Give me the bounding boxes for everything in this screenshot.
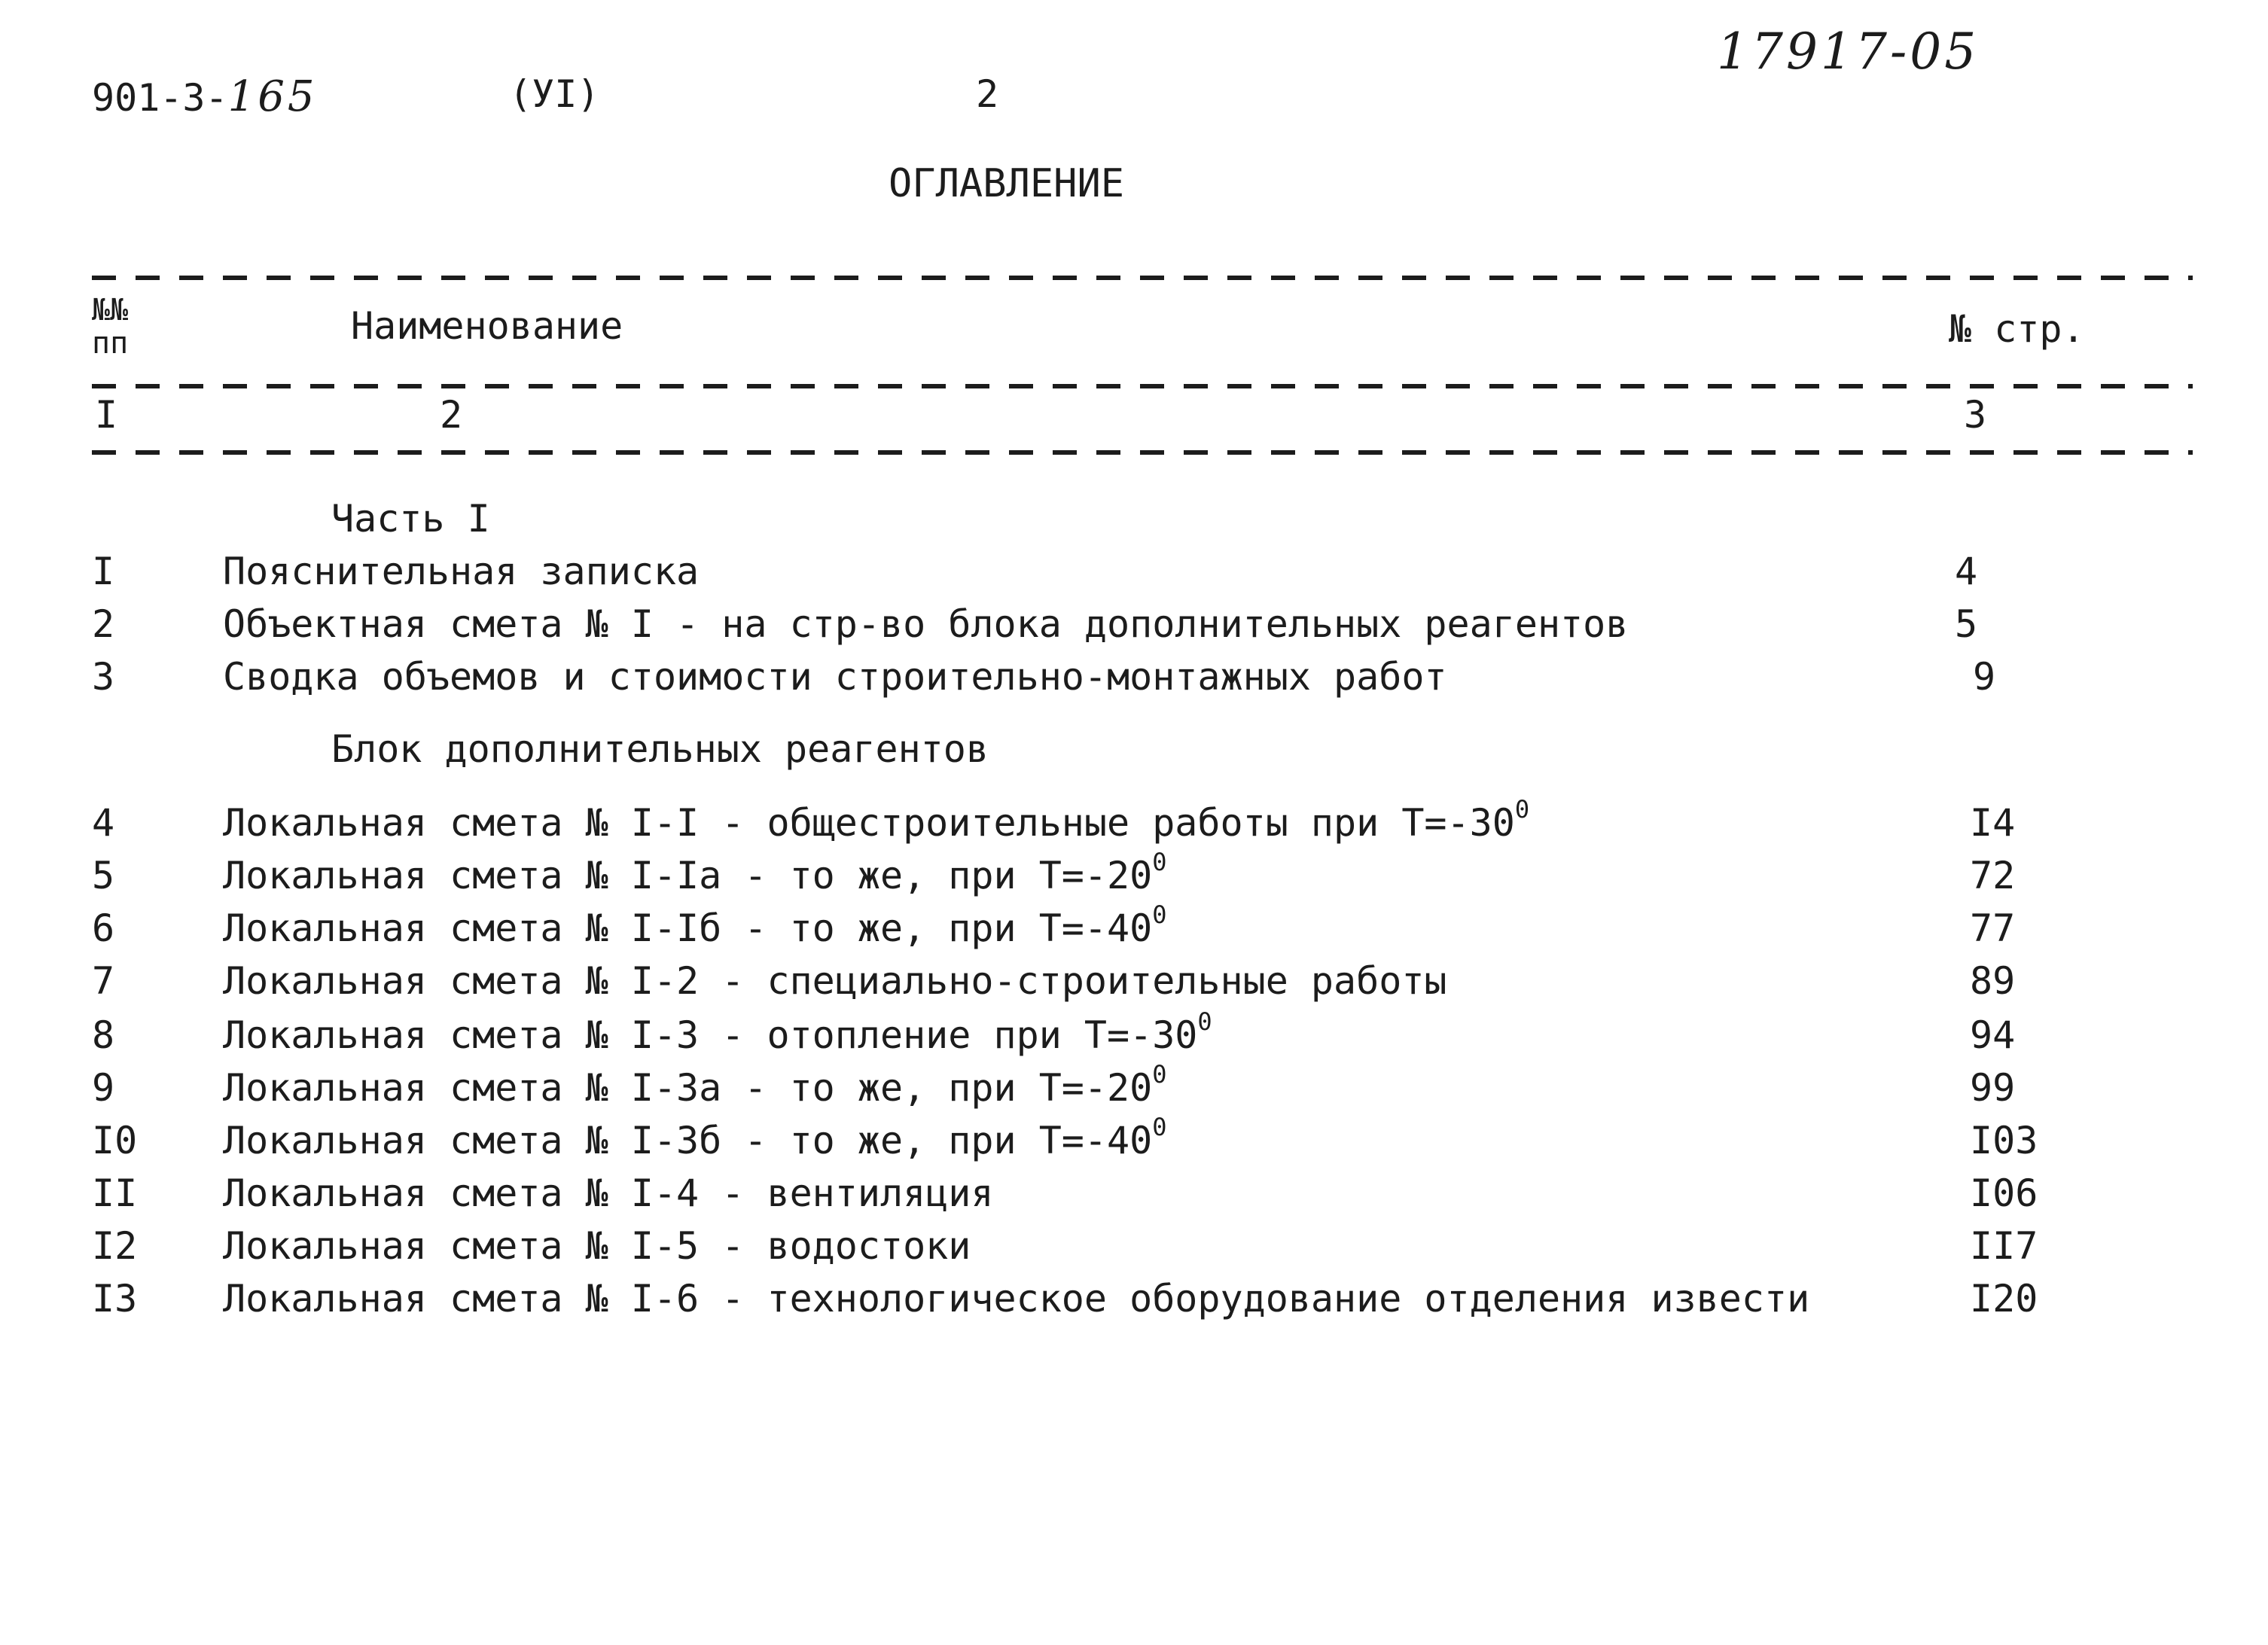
toc-entry-page: 94: [1970, 1013, 2016, 1057]
degree-superscript: 0: [1514, 795, 1530, 824]
column-header-number-line2: пп: [92, 326, 129, 361]
toc-entry-page: 5: [1955, 602, 1978, 646]
page-title: ОГЛАВЛЕНИЕ: [889, 161, 1125, 206]
toc-entry-page: 99: [1970, 1066, 2016, 1110]
toc-entry-page: I4: [1970, 801, 2016, 845]
degree-superscript: 0: [1152, 900, 1167, 929]
toc-entry-number: 2: [92, 602, 115, 646]
document-code-handwritten: 165: [227, 72, 318, 121]
document-code-printed: 901-3-: [92, 76, 228, 120]
volume-label: (УI): [509, 72, 600, 116]
toc-entry: [0, 655, 2268, 705]
page-number: 2: [976, 72, 999, 116]
toc-entry-page: I06: [1970, 1171, 2038, 1215]
toc-entry-title-text: Локальная смета № I-Iа - то же, при Т=-20: [223, 854, 1153, 897]
toc-entry-title: [223, 550, 699, 593]
toc-entry: [0, 795, 2268, 851]
toc-entry-title-text: Локальная смета № I-Iб - то же, при Т=-40: [223, 906, 1153, 950]
toc-entry: [0, 602, 2268, 652]
toc-entry-number: 4: [92, 801, 115, 845]
toc-entry-page: II7: [1970, 1224, 2038, 1268]
table-header-rule: [92, 384, 2193, 388]
toc-entry-number: I2: [92, 1224, 138, 1268]
toc-entry-title-text: Локальная смета № I-4 - вентиляция: [223, 1171, 994, 1215]
toc-entry-title: [223, 1113, 1167, 1162]
toc-entry: [0, 848, 2268, 903]
column-header-name: Наименование: [351, 304, 623, 348]
toc-entry: [0, 900, 2268, 956]
toc-entry-number: 9: [92, 1066, 115, 1110]
toc-entry-title-text: Локальная смета № I-I - общестроительные работы при Т=-30: [223, 801, 1515, 845]
toc-entry-title: [223, 1060, 1167, 1110]
toc-entry-number: I0: [92, 1119, 138, 1162]
toc-entry-title: [223, 655, 1447, 699]
toc-entry-page: I03: [1970, 1119, 2038, 1162]
table-bottom-rule: [92, 450, 2193, 455]
toc-entry-title: [223, 848, 1167, 897]
toc-entry-number: 8: [92, 1013, 115, 1057]
toc-entry-title-text: Локальная смета № I-3 - отопление при Т=-30: [223, 1013, 1198, 1057]
degree-superscript: 0: [1197, 1007, 1212, 1036]
toc-entry-title-text: Объектная смета № I - на стр-во блока дополнительных реагентов: [223, 602, 1629, 646]
toc-entry-title-text: Локальная смета № I-3б - то же, при Т=-40: [223, 1119, 1153, 1162]
column-header-number: [92, 294, 128, 360]
table-top-rule: [92, 276, 2193, 280]
toc-entry-title: [223, 1224, 971, 1268]
toc-entry-number: I: [92, 550, 115, 593]
column-number-name: 2: [440, 393, 463, 437]
toc-entry-title: [223, 900, 1167, 950]
toc-entry-title: [223, 959, 1447, 1003]
toc-entry-title: [223, 1277, 1809, 1321]
toc-entry: [0, 550, 2268, 599]
toc-entry-title-text: Локальная смета № I-5 - водостоки: [223, 1224, 971, 1268]
toc-entry-number: 7: [92, 959, 115, 1003]
toc-entry-page: 9: [1973, 655, 1996, 699]
toc-entry-page: 72: [1970, 854, 2016, 897]
degree-superscript: 0: [1152, 1060, 1167, 1089]
handwritten-stamp-number: 17917-05: [1717, 23, 1980, 81]
column-number-page: 3: [1964, 393, 1987, 437]
toc-entry: [0, 1113, 2268, 1168]
toc-entry-number: II: [92, 1171, 138, 1215]
toc-entry: [0, 1007, 2268, 1063]
toc-entry-title-text: Пояснительная записка: [223, 550, 700, 593]
degree-superscript: 0: [1152, 1113, 1167, 1141]
toc-entry-title-text: Сводка объемов и стоимости строительно-монтажных работ: [223, 655, 1447, 699]
toc-entry-title: [223, 1007, 1212, 1057]
toc-entry-title-text: Локальная смета № I-2 - специально-строительные работы: [223, 959, 1447, 1003]
toc-entry-number: I3: [92, 1277, 138, 1321]
toc-entry-page: 4: [1955, 550, 1978, 593]
column-header-page: № стр.: [1949, 307, 2085, 351]
toc-entry-number: 6: [92, 906, 115, 950]
toc-entry: [0, 959, 2268, 1009]
toc-entry: [0, 1277, 2268, 1327]
section-heading-block: Блок дополнительных реагентов: [331, 727, 989, 771]
toc-entry-page: I20: [1970, 1277, 2038, 1321]
toc-entry-title: [223, 1171, 994, 1215]
section-heading-part-1: Часть I: [331, 497, 490, 541]
toc-entry: [0, 1224, 2268, 1274]
toc-entry: [0, 1171, 2268, 1221]
toc-entry-page: 89: [1970, 959, 2016, 1003]
toc-entry-title-text: Локальная смета № I-3а - то же, при Т=-20: [223, 1066, 1153, 1110]
toc-entry-number: 3: [92, 655, 115, 699]
toc-entry-title: [223, 602, 1628, 646]
column-number-num: I: [95, 393, 118, 437]
toc-entry-number: 5: [92, 854, 115, 897]
toc-entry-title-text: Локальная смета № I-6 - технологическое оборудование отделения извести: [223, 1277, 1810, 1321]
toc-entry-page: 77: [1970, 906, 2016, 950]
column-header-number-line1: №№: [92, 293, 129, 327]
toc-entry-title: [223, 795, 1530, 845]
document-code: [92, 72, 318, 121]
degree-superscript: 0: [1152, 848, 1167, 876]
toc-entry: [0, 1060, 2268, 1116]
